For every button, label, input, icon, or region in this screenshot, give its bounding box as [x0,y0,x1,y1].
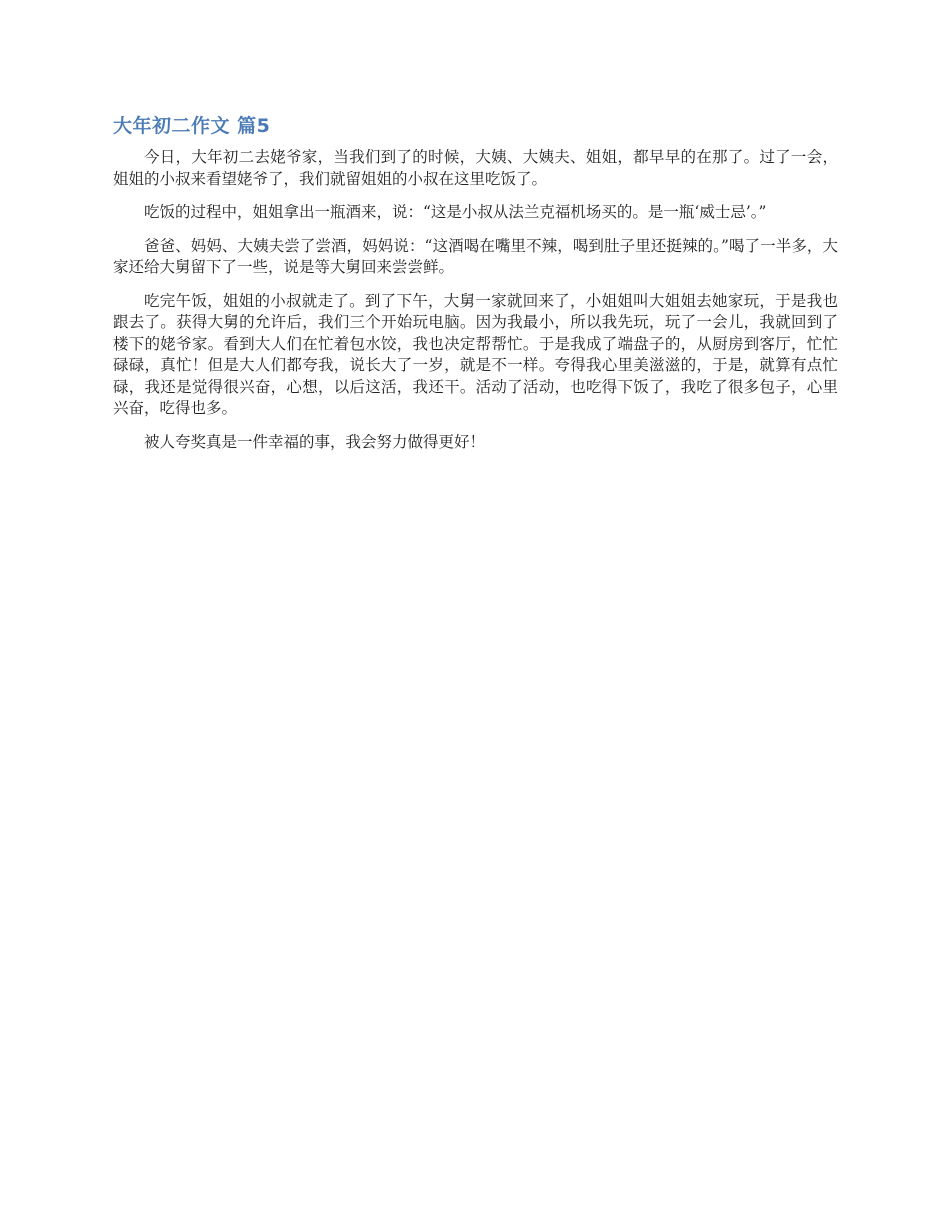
paragraph-1: 今日，大年初二去姥爷家，当我们到了的时候，大姨、大姨夫、姐姐，都早早的在那了。过了一会，姐姐的小叔来看望姥爷了，我们就留姐姐的小叔在这里吃饭了。 [113,148,838,188]
paragraph-2: 吃饭的过程中，姐姐拿出一瓶酒来，说：“这是小叔从法兰克福机场买的。是一瓶‘威士忌’。” [144,203,767,221]
document-content [113,113,838,465]
paragraph-3: 爸爸、妈妈、大姨夫尝了尝酒，妈妈说：“这酒喝在嘴里不辣，喝到肚子里还挺辣的。”喝了一半多，大家还给大舅留下了一些，说是等大舅回来尝尝鲜。 [113,236,838,276]
document-title: 大年初二作文 篇5 [113,115,271,137]
paragraph-4: 吃完午饭，姐姐的小叔就走了。到了下午，大舅一家就回来了，小姐姐叫大姐姐去她家玩，于是我也跟去了。获得大舅的允许后，我们三个开始玩电脑。因为我最小，所以我先玩，玩了一会儿，我就回到了楼下的姥爷家。看到大人们在忙着包水饺，我也决定帮帮忙。于是我成了端盘子的，从厨房到客厅，忙忙碌碌，真忙！但是大人们都夸我，说长大了一岁，就是不一样。夸得我心里美滋滋的，于是，就算有点忙碌，我还是觉得很兴奋，心想，以后这活，我还干。活动了活动，也吃得下饭了，我吃了很多包子，心里兴奋，吃得也多。 [113,291,838,417]
paragraph-5: 被人夸奖真是一件幸福的事，我会努力做得更好！ [144,432,486,451]
